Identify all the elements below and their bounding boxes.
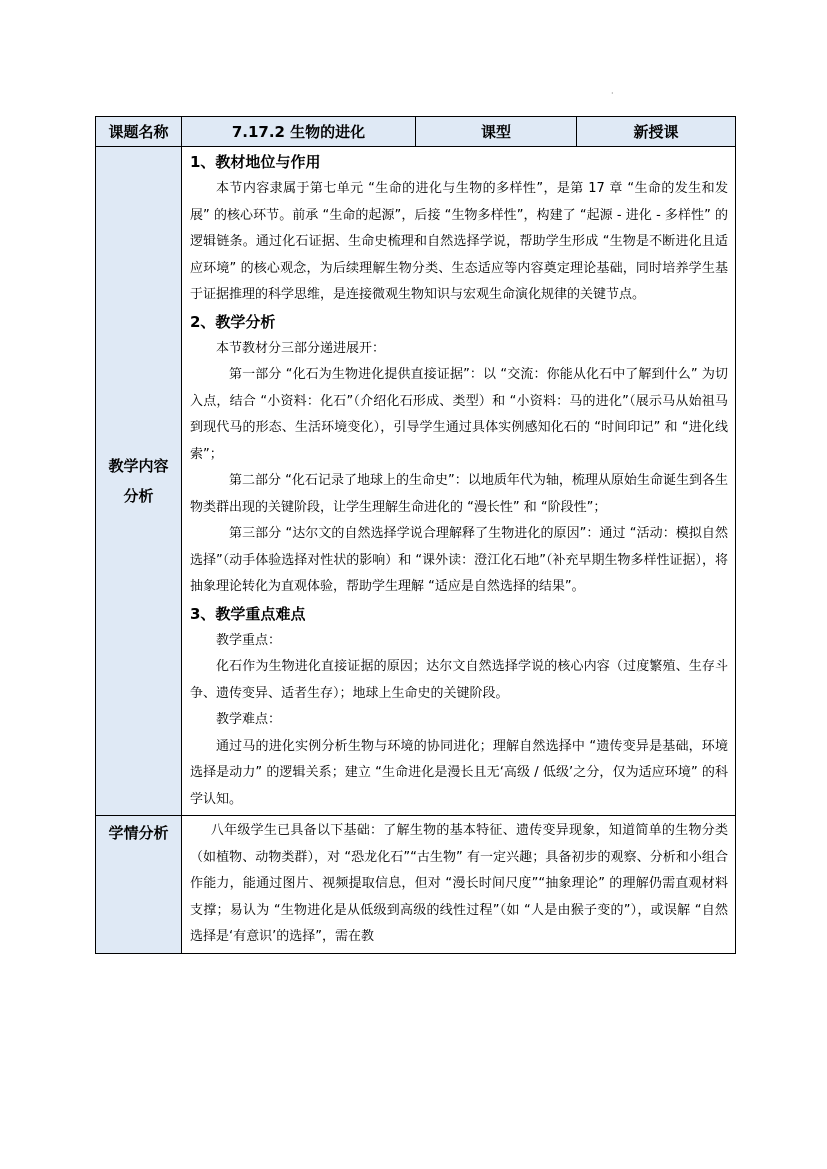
type-value: 新授课 xyxy=(577,117,736,147)
student-analysis-text: 八年级学生已具备以下基础：了解生物的基本特征、遗传变异现象，知道简单的生物分类（如植物、动物类群），对 “恐龙化石”“古生物” 有一定兴趣；具备初步的观察、分析和小组合作能力，能通过图片、视频提取信息，但对 “漫长时间尺度”“抽象理论” 的理解仍需直观材料支撑；易认为 “生物进化是从低级到高级的线性过程”（如 “人是由猴子变的”），或误解 “自然选择是‘有意识’的选择”，需在教 xyxy=(190,823,728,944)
student-analysis-body xyxy=(182,816,736,954)
key-text: 化石作为生物进化直接证据的原因；达尔文自然选择学说的核心内容（过度繁殖、生存斗争、遗传变异、适者生存）；地球上生命史的关键阶段。 xyxy=(190,659,728,701)
content-analysis-label-line2: 分析 xyxy=(123,487,154,505)
topic-label: 课题名称 xyxy=(96,117,182,147)
content-analysis-label-line1: 教学内容 xyxy=(108,457,169,475)
content-analysis-row xyxy=(96,147,736,816)
content-analysis-label xyxy=(96,147,182,816)
section3-title: 3、教学重点难点 xyxy=(190,604,306,623)
key-label: 教学重点： xyxy=(216,632,282,648)
header-row xyxy=(96,117,736,147)
section1-title: 1、教材地位与作用 xyxy=(190,153,321,171)
section2-part3: 第三部分 “达尔文的自然选择学说合理解释了生物进化的原因”：通过 “活动：模拟自然选择”（动手体验选择对性状的影响）和 “课外读：澄江化石地”（补充早期生物多样性证据），将抽象理论转化为直观体验，帮助学生理解 “适应是自然选择的结果”。 xyxy=(190,526,728,594)
topic-value: 7.17.2 生物的进化 xyxy=(182,117,416,147)
difficulty-label: 教学难点： xyxy=(216,712,282,727)
difficulty-text: 通过马的进化实例分析生物与环境的协同进化；理解自然选择中 “遗传变异是基础，环境选择是动力” 的逻辑关系；建立 “生命进化是漫长且无‘高级 / 低级’之分，仅为适应环境” 的科学认知。 xyxy=(190,738,728,807)
lesson-plan-table xyxy=(95,116,736,954)
section2-intro: 本节教材分三部分递进展开： xyxy=(216,340,386,356)
page-mark: · xyxy=(611,89,614,98)
student-analysis-row xyxy=(96,816,736,954)
section2-part2: 第二部分 “化石记录了地球上的生命史”：以地质年代为轴，梳理从原始生命诞生到各生物类群出现的关键阶段，让学生理解生命进化的 “漫长性” 和 “阶段性”； xyxy=(190,473,728,515)
section2-title: 2、教学分析 xyxy=(190,312,276,331)
type-label: 课型 xyxy=(416,117,577,147)
section2-part1: 第一部分 “化石为生物进化提供直接证据”：以 “交流：你能从化石中了解到什么” 为切入点，结合 “小资料：化石”（介绍化石形成、类型）和 “小资料：马的进化”（展示马从始祖马到现代马的形态、生活环境变化），引导学生通过具体实例感知化石的 “时间印记” 和 “进化线索”； xyxy=(190,367,728,462)
student-analysis-label: 学情分析 xyxy=(96,816,182,954)
content-analysis-body xyxy=(182,147,736,816)
section1-text: 本节内容隶属于第七单元 “生命的进化与生物的多样性”，是第 17 章 “生命的发生和发展” 的核心环节。前承 “生命的起源”，后接 “生物多样性”，构建了 “起源 - 进化 - 多样性” 的逻辑链条。通过化石证据、生命史梳理和自然选择学说，帮助学生形成 “生物是不断进化且适应环境” 的核心观念，为后续理解生物分类、生态适应等内容奠定理论基础，同时培养学生基于证据推理的科学思维，是连接微观生物知识与宏观生命演化规律的关键节点。 xyxy=(190,181,728,302)
